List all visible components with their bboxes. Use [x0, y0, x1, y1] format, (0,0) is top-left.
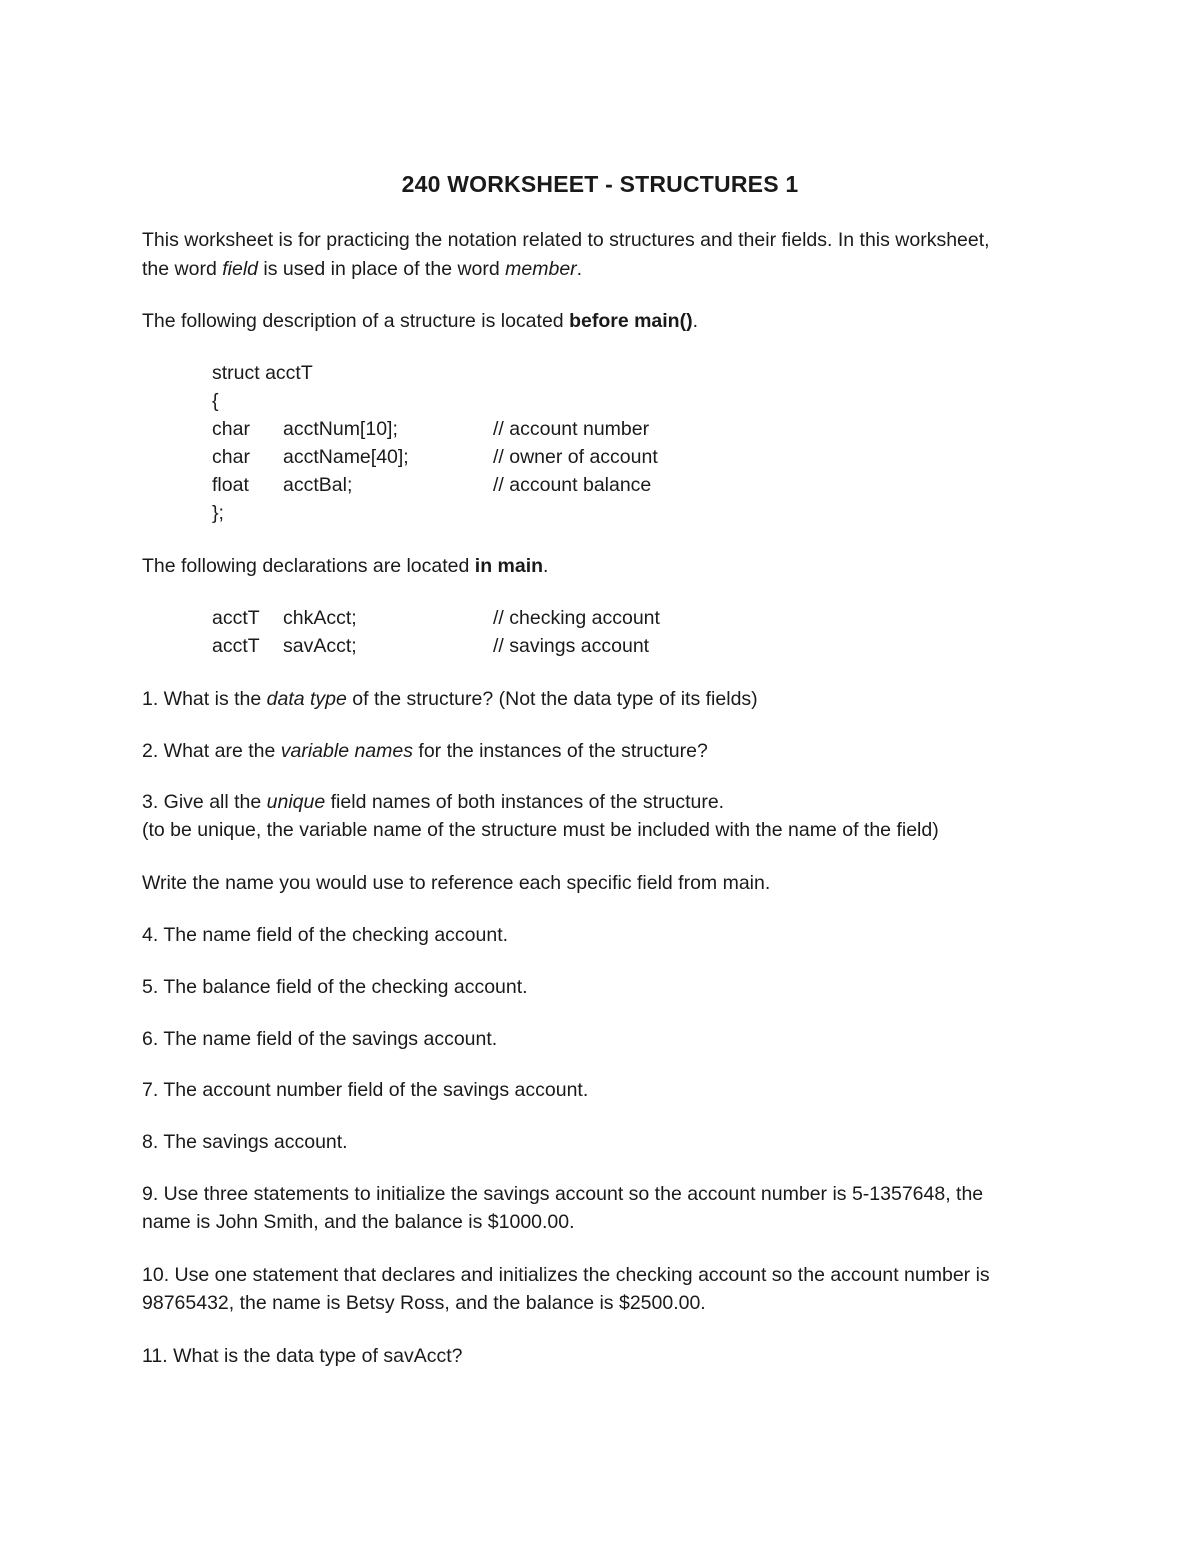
- before-main-emphasis: before main(): [569, 310, 693, 332]
- question-2: 2. What are the variable names for the instances of the structure?: [142, 740, 708, 762]
- question-8: 8. The savings account.: [142, 1131, 348, 1153]
- intro-line-1: This worksheet is for practicing the notation related to structures and their fields. In this worksheet,: [142, 229, 990, 251]
- field-name: acctBal;: [283, 474, 353, 496]
- decl-type: acctT: [212, 635, 260, 657]
- field-type: char: [212, 418, 250, 440]
- question-4: 4. The name field of the checking account.: [142, 924, 509, 946]
- struct-open-brace: {: [212, 390, 219, 412]
- field-name: acctName[40];: [283, 446, 409, 468]
- field-name: acctNum[10];: [283, 418, 398, 440]
- question-3: 3. Give all the unique field names of both instances of the structure.: [142, 791, 725, 813]
- struct-header: struct acctT: [212, 362, 313, 384]
- field-comment: // account balance: [493, 474, 652, 496]
- question-5: 5. The balance field of the checking account.: [142, 976, 528, 998]
- decl-name: chkAcct;: [283, 607, 357, 629]
- field-comment: // account number: [493, 418, 650, 440]
- page-title: 240 WORKSHEET - STRUCTURES 1: [401, 171, 799, 197]
- intro-line-2: the word field is used in place of the word member.: [142, 258, 583, 280]
- question-7: 7. The account number field of the savings account.: [142, 1079, 589, 1101]
- struct-intro: The following description of a structure is located before main().: [142, 310, 698, 332]
- question-10-cont: 98765432, the name is Betsy Ross, and the balance is $2500.00.: [142, 1292, 706, 1314]
- in-main-emphasis: in main: [474, 555, 544, 577]
- decl-comment: // savings account: [493, 635, 650, 657]
- field-type: char: [212, 446, 250, 468]
- decl-comment: // checking account: [493, 607, 660, 629]
- struct-close-brace: };: [212, 502, 224, 524]
- field-comment: // owner of account: [493, 446, 658, 468]
- decl-type: acctT: [212, 607, 260, 629]
- question-10: 10. Use one statement that declares and initializes the checking account so the account number is: [142, 1264, 990, 1286]
- term-field: field: [222, 258, 258, 280]
- write-intro: Write the name you would use to reference each specific field from main.: [142, 872, 771, 894]
- term-member: member: [505, 258, 577, 280]
- question-9-cont: name is John Smith, and the balance is $1000.00.: [142, 1211, 575, 1233]
- decl-intro: The following declarations are located in main.: [142, 555, 549, 577]
- field-type: float: [212, 474, 249, 496]
- question-6: 6. The name field of the savings account.: [142, 1028, 498, 1050]
- decl-name: savAcct;: [283, 635, 357, 657]
- question-3-note: (to be unique, the variable name of the structure must be included with the name of the field): [142, 819, 939, 841]
- question-1: 1. What is the data type of the structure? (Not the data type of its fields): [142, 688, 758, 710]
- question-9: 9. Use three statements to initialize the savings account so the account number is 5-1357648, the: [142, 1183, 984, 1205]
- question-11: 11. What is the data type of savAcct?: [142, 1345, 463, 1367]
